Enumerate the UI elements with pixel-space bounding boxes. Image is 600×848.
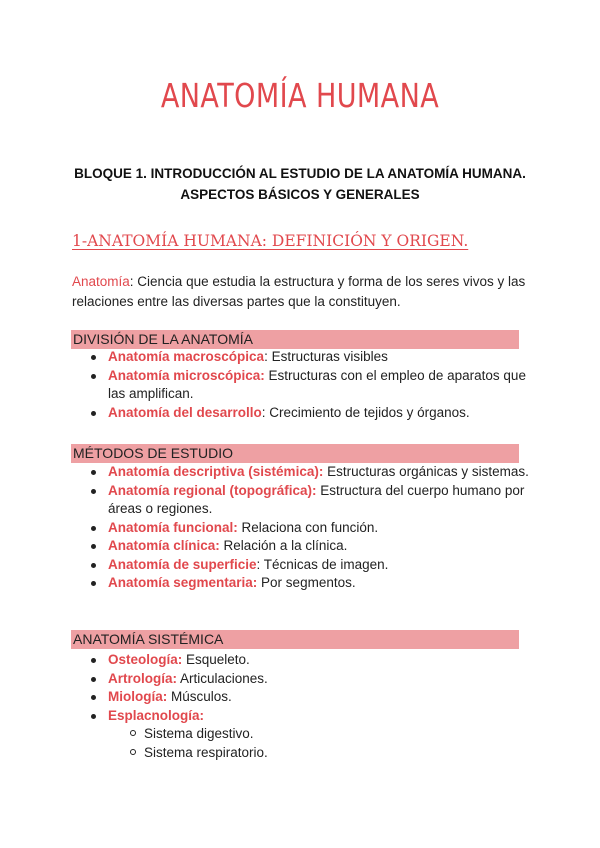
item-text: Relaciona con función. xyxy=(237,519,379,535)
section-heading: 1-ANATOMÍA HUMANA: DEFINICIÓN Y ORIGEN. xyxy=(72,232,469,250)
list-item xyxy=(72,574,532,593)
list-item xyxy=(72,482,532,519)
list-item xyxy=(72,463,532,482)
item-text: : Técnicas de imagen. xyxy=(256,556,389,572)
item-term: Artrología: xyxy=(108,670,177,686)
item-text: : Crecimiento de tejidos y órganos. xyxy=(261,404,470,420)
sub-list xyxy=(108,725,532,762)
item-text: Estructuras orgánicas y sistemas. xyxy=(323,464,529,479)
item-term: Esplacnología: xyxy=(108,707,205,723)
item-text: : Estructuras visibles xyxy=(264,349,388,364)
item-term: Anatomía funcional: xyxy=(108,519,238,535)
item-term: Anatomía microscópica: xyxy=(108,367,265,383)
division-list xyxy=(72,348,532,422)
list-item xyxy=(72,556,532,575)
item-term: Anatomía clínica: xyxy=(108,538,220,553)
item-term: Anatomía descriptiva (sistémica): xyxy=(108,464,324,479)
item-text: Articulaciones. xyxy=(177,670,268,686)
document-title: ANATOMÍA HUMANA xyxy=(160,76,440,115)
item-term: Anatomía de superficie xyxy=(108,556,257,572)
intro-text: : Ciencia que estudia la estructura y forma de los seres vivos y las relaciones entre las diversas partes que la constituyen. xyxy=(72,274,526,309)
list-item xyxy=(72,404,532,423)
list-item xyxy=(72,688,532,707)
item-term: Anatomía del desarrollo xyxy=(108,404,262,420)
item-term: Osteología: xyxy=(108,652,183,667)
list-item xyxy=(72,367,532,404)
item-text: Esqueleto. xyxy=(182,652,250,667)
list-item xyxy=(72,670,532,689)
item-term: Anatomía segmentaria: xyxy=(108,575,258,590)
list-item xyxy=(72,519,532,538)
list-item xyxy=(72,348,532,367)
sistemica-heading: ANATOMÍA SISTÉMICA xyxy=(71,630,519,649)
list-item xyxy=(72,537,532,556)
item-text: Relación a la clínica. xyxy=(219,538,348,553)
sistemica-list xyxy=(72,651,532,762)
list-item xyxy=(72,651,532,670)
item-text: Estructura del cuerpo humano por áreas o regiones. xyxy=(108,482,525,516)
list-item xyxy=(72,707,532,763)
metodos-heading: MÉTODOS DE ESTUDIO xyxy=(71,444,519,463)
intro-term: Anatomía xyxy=(72,274,130,289)
division-heading: DIVISIÓN DE LA ANATOMÍA xyxy=(71,330,519,349)
item-term: Anatomía macroscópica xyxy=(108,349,265,364)
sub-list-item: Sistema respiratorio. xyxy=(108,744,532,763)
item-term: Miología: xyxy=(108,689,168,704)
block-subtitle: BLOQUE 1. INTRODUCCIÓN AL ESTUDIO DE LA ANATOMÍA HUMANA. ASPECTOS BÁSICOS Y GENERALES xyxy=(74,166,526,202)
item-text: Estructuras con el empleo de aparatos que las amplifican. xyxy=(108,367,526,401)
item-text: Por segmentos. xyxy=(257,575,356,590)
item-text: Músculos. xyxy=(167,689,232,704)
sub-list-item: Sistema digestivo. xyxy=(108,725,532,744)
intro-paragraph xyxy=(72,272,532,312)
item-term: Anatomía regional (topográfica): xyxy=(108,482,317,498)
metodos-list xyxy=(72,463,532,593)
